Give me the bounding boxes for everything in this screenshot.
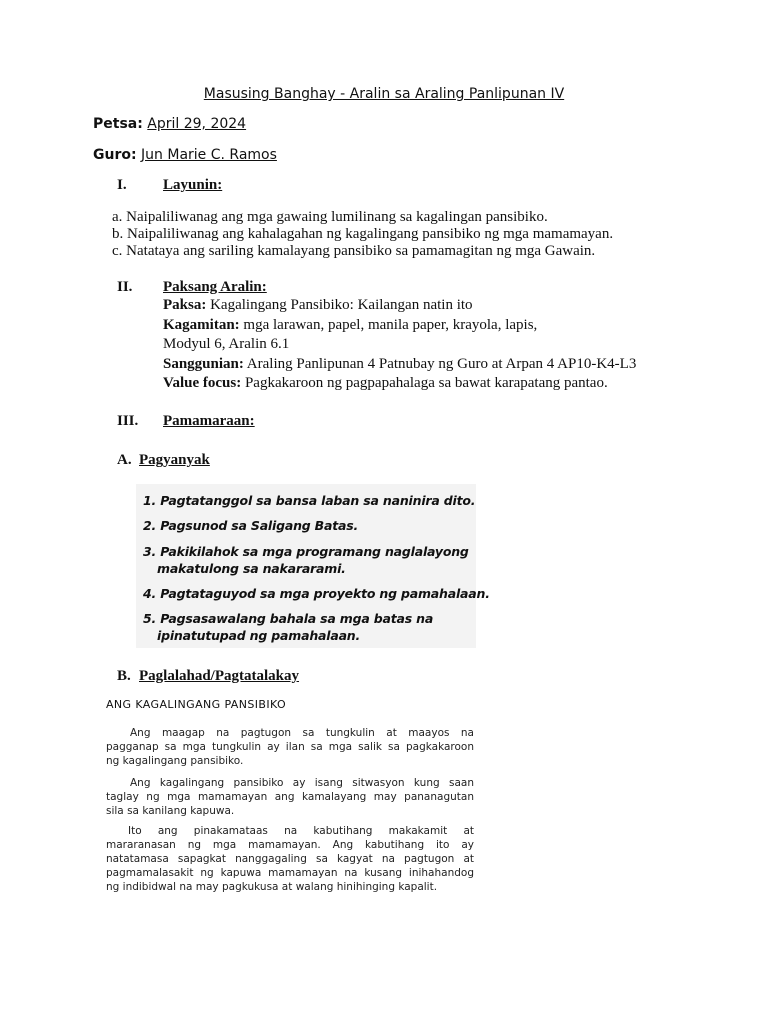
- petsa-value: April 29, 2024: [147, 116, 247, 132]
- guro-line: [93, 147, 277, 163]
- paragraph-line: natatamasa sapagkat nanggagaling sa kagyat na pagtugon at: [106, 853, 474, 865]
- paksa-value: Kagalingang Pansibiko: Kailangan natin ito: [206, 297, 473, 313]
- pagyanyak-item-1: 1. Pagtatanggol sa bansa laban sa naninira dito.: [143, 493, 476, 508]
- document-title: Masusing Banghay - Aralin sa Araling Panlipunan IV: [203, 86, 565, 102]
- pagyanyak-item-3-cont: makatulong sa nakararami.: [157, 561, 346, 576]
- guro-label: Guro:: [93, 147, 137, 163]
- sanggunian-label: Sanggunian:: [163, 356, 244, 372]
- value-focus-value: Pagkakaroon ng pagpapahalaga sa bawat karapatang pantao.: [241, 375, 608, 391]
- value-focus-label: Value focus:: [163, 375, 242, 391]
- paragraph-line: pagganap sa mga tungkulin ay ilan sa mga salik sa pagkakaroon: [106, 741, 474, 753]
- paragraph-line: Ang kagalingang pansibiko ay isang sitwasyon kung saan: [130, 777, 474, 789]
- kagamitan-continuation: Modyul 6, Aralin 6.1: [163, 336, 290, 352]
- paragraph-line: taglay ng mga mamamayan ang kamalayang may pananagutan: [106, 791, 474, 803]
- reading-title: ANG KAGALINGANG PANSIBIKO: [106, 698, 287, 711]
- paragraph-line: mararanasan ng mga mamamayan. Ang kabutihang ito ay: [106, 839, 474, 851]
- reading-paragraph-2: [106, 776, 474, 818]
- objective-b: b. Naipaliliwanag ang kahalagahan ng kagalingang pansibiko ng mga mamamayan.: [112, 226, 614, 242]
- subsection-a-letter: A.: [117, 452, 132, 468]
- section-3-number: III.: [117, 413, 139, 429]
- subsection-b-title: Paglalahad/Pagtatalakay: [139, 668, 300, 684]
- sanggunian-line: [163, 356, 636, 373]
- pagyanyak-item-2: 2. Pagsunod sa Saligang Batas.: [143, 518, 359, 533]
- subsection-a-title: Pagyanyak: [139, 452, 210, 468]
- value-focus-line: [163, 375, 608, 392]
- section-3-title: Pamamaraan:: [163, 413, 255, 429]
- section-2-title: Paksang Aralin:: [163, 279, 267, 295]
- kagamitan-line: [163, 317, 537, 334]
- paragraph-line: sila sa kanilang kapuwa.: [106, 805, 235, 817]
- paragraph-line: ng kagalingang pansibiko.: [106, 755, 244, 767]
- reading-paragraph-3: [106, 824, 474, 894]
- subsection-b-letter: B.: [117, 668, 131, 684]
- kagamitan-label: Kagamitan:: [163, 317, 240, 333]
- reading-paragraph-1: [106, 726, 474, 768]
- paragraph-line: Ito ang pinakamataas na kabutihang makakamit at: [128, 825, 474, 837]
- paksa-label: Paksa:: [163, 297, 207, 313]
- section-1-number: I.: [117, 177, 127, 193]
- petsa-line: [93, 116, 246, 132]
- paragraph-line: ng indibidwal na may pagkukusa at walang hinihinging kapalit.: [106, 881, 438, 893]
- pagyanyak-item-5: 5. Pagsasawalang bahala sa mga batas na: [143, 611, 434, 626]
- kagamitan-value: mga larawan, papel, manila paper, krayola, lapis,: [239, 317, 538, 333]
- paragraph-line: pagmamalasakit ng kapuwa mamamayan na kusang inihahandog: [106, 867, 474, 879]
- section-2-number: II.: [117, 279, 133, 295]
- sanggunian-value: Araling Panlipunan 4 Patnubay ng Guro at Arpan 4 AP10-K4-L3: [243, 356, 637, 372]
- guro-value: Jun Marie C. Ramos: [141, 147, 277, 163]
- pagyanyak-item-4: 4. Pagtataguyod sa mga proyekto ng pamahalaan.: [143, 586, 490, 601]
- section-1-title: Layunin:: [163, 177, 223, 193]
- paksa-line: [163, 297, 473, 314]
- objective-a: a. Naipaliliwanag ang mga gawaing lumilinang sa kagalingan pansibiko.: [112, 209, 548, 225]
- objective-c: c. Natataya ang sariling kamalayang pansibiko sa pamamagitan ng mga Gawain.: [112, 243, 596, 259]
- paragraph-line: Ang maagap na pagtugon sa tungkulin at maayos na: [130, 727, 474, 739]
- petsa-label: Petsa:: [93, 116, 143, 132]
- pagyanyak-item-3: 3. Pakikilahok sa mga programang naglalayong: [143, 544, 469, 559]
- pagyanyak-item-5-cont: ipinatutupad ng pamahalaan.: [157, 628, 361, 643]
